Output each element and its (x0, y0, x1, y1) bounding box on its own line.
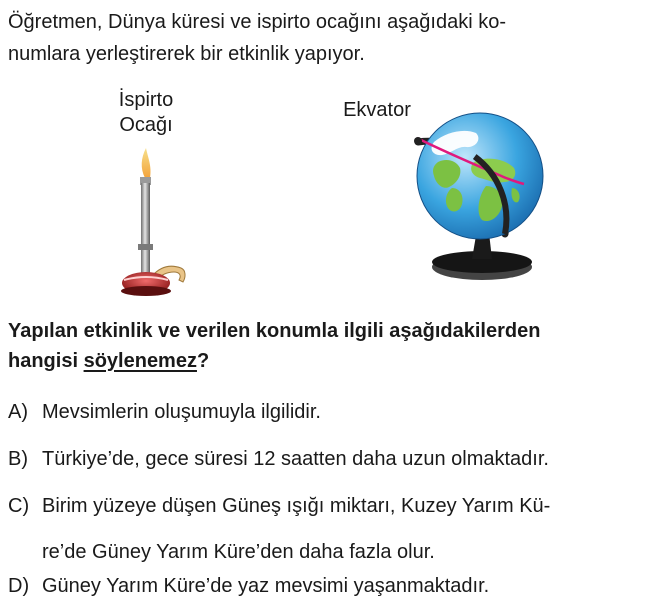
option-d-text: Güney Yarım Küre’de yaz mevsimi yaşanmaktadır. (42, 575, 490, 597)
figure-drawing (0, 84, 646, 299)
option-d[interactable] (8, 570, 636, 602)
option-a[interactable] (8, 396, 636, 428)
experiment-figure (0, 84, 646, 299)
option-a-letter: A) (8, 401, 28, 423)
intro-text (8, 6, 638, 70)
option-c-letter: C) (8, 495, 30, 517)
question-line-1: Yapılan etkinlik ve verilen konumla ilgili aşağıdakilerden (8, 320, 541, 342)
option-b-letter: B) (8, 448, 28, 470)
option-b[interactable] (8, 443, 636, 475)
question-suffix: ? (196, 350, 210, 372)
option-c-line-2: re’de Güney Yarım Küre’den daha fazla olur. (42, 541, 435, 563)
question-line-2 (8, 346, 638, 376)
option-d-letter: D) (8, 575, 30, 597)
flame-icon (142, 148, 151, 178)
burner-icon (121, 148, 185, 296)
option-c[interactable] (8, 490, 636, 568)
question-text (8, 316, 638, 376)
option-b-text: Türkiye’de, gece süresi 12 saatten daha uzun olmaktadır. (42, 448, 549, 470)
option-c-text (42, 490, 636, 568)
question-emphasis: söylenemez (83, 350, 197, 372)
globe-icon (414, 113, 543, 280)
question-prefix: hangisi (8, 350, 84, 372)
intro-line-2: numlara yerleştirerek bir etkinlik yapıyor. (8, 43, 365, 65)
burner-tube (141, 183, 150, 275)
option-c-line-1: Birim yüzeye düşen Güneş ışığı miktarı, Kuzey Yarım Kü- (42, 495, 551, 517)
intro-line-1: Öğretmen, Dünya küresi ve ispirto ocağını aşağıdaki ko- (8, 11, 507, 33)
option-a-text: Mevsimlerin oluşumuyla ilgilidir. (42, 401, 321, 423)
burner-label-line-2: Ocağı (119, 114, 173, 136)
equator-label: Ekvator (343, 99, 411, 121)
burner-label-line-1: İspirto (118, 89, 174, 111)
